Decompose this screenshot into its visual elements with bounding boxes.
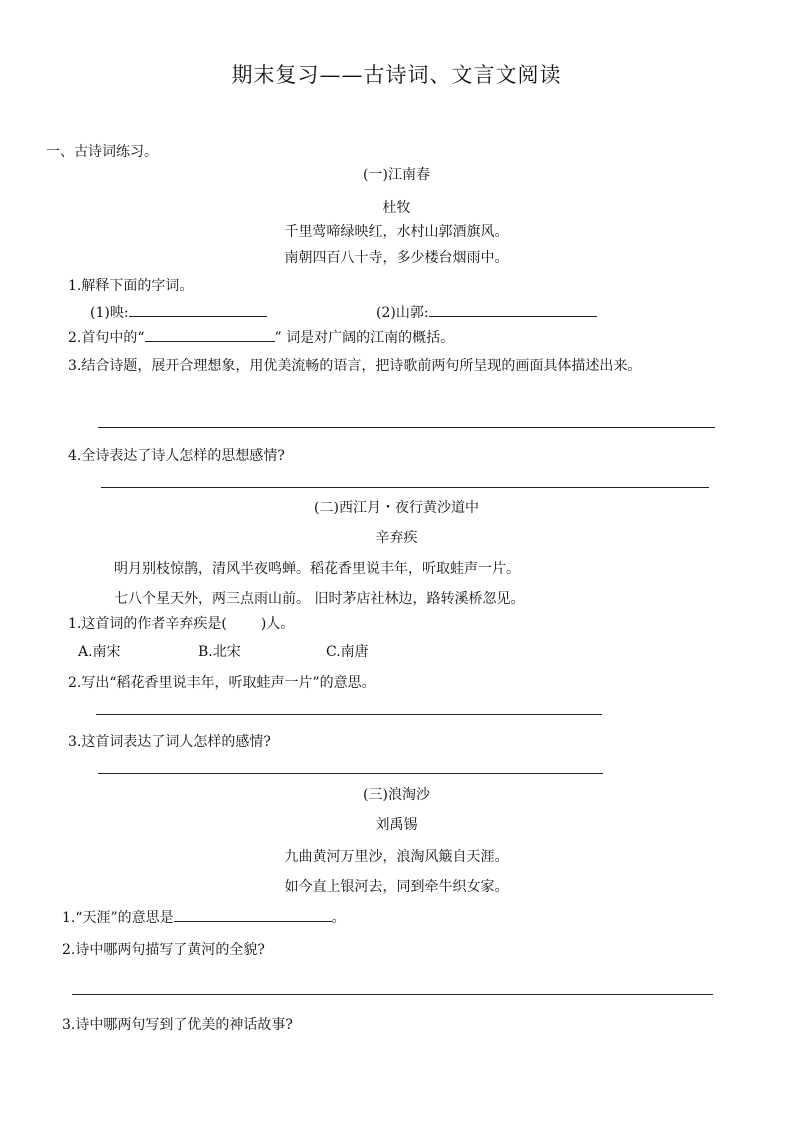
poem1-q1-label: 1.解释下面的字词。 (68, 278, 194, 294)
poem1-q2 (68, 327, 454, 347)
poem1-title: (一)江南春 (363, 167, 430, 183)
answer-blank[interactable] (129, 302, 267, 317)
poem1-line-2: 南朝四百八十寺，多少楼台烟雨中。 (284, 250, 509, 266)
poem3-q1 (62, 907, 346, 927)
option-a: A.南宋 (78, 644, 121, 660)
poem1-q1-a (90, 302, 267, 322)
option-c: C.南唐 (326, 644, 369, 660)
answer-line[interactable] (98, 773, 603, 774)
poem3-q2: 2.诗中哪两句描写了黄河的全貌? (62, 942, 265, 958)
poem2-title: (二)西江月・夜行黄沙道中 (314, 500, 479, 516)
poem2-author: 辛弃疾 (375, 530, 418, 546)
answer-blank[interactable] (174, 907, 332, 922)
poem3-q1-after: 。 (331, 910, 346, 926)
poem2-q1-before: 1.这首词的作者辛弃疾是( (68, 616, 227, 632)
poem2-q2: 2.写出“稻花香里说丰年，听取蛙声一片”的意思。 (68, 675, 376, 691)
poem3-q1-before: 1.“天涯”的意思是 (62, 910, 174, 926)
poem2-line-1: 明月别枝惊鹊，清风半夜鸣蝉。稻花香里说丰年，听取蛙声一片。 (114, 561, 520, 577)
answer-line[interactable] (96, 714, 602, 715)
poem1-q4: 4.全诗表达了诗人怎样的思想感情? (68, 448, 285, 464)
poem1-line-1: 千里莺啼绿映红，水村山郭酒旗风。 (284, 224, 509, 240)
poem1-q1-b-label: (2)山郭: (376, 305, 429, 321)
poem1-q1-b (376, 302, 597, 322)
poem2-q1 (68, 615, 294, 633)
poem1-q2-before: 2.首句中的“ (68, 330, 145, 346)
poem3-title: (三)浪淘沙 (363, 787, 430, 803)
page-title: 期末复习——古诗词、文言文阅读 (231, 63, 562, 87)
poem1-q1-a-label: (1)映: (90, 305, 129, 321)
poem1-author: 杜牧 (382, 200, 411, 216)
poem2-q3: 3.这首词表达了词人怎样的感情? (68, 734, 271, 750)
poem1-q3: 3.结合诗题，展开合理想象，用优美流畅的语言，把诗歌前两句所呈现的画面具体描述出来。 (68, 358, 642, 374)
answer-line[interactable] (98, 427, 715, 428)
answer-line[interactable] (72, 994, 713, 995)
poem3-line-1: 九曲黄河万里沙，浪淘风簸自天涯。 (284, 849, 509, 865)
poem1-q2-after: ” 词是对广阔的江南的概括。 (274, 330, 455, 346)
answer-line[interactable] (101, 487, 709, 488)
poem3-author: 刘禹锡 (375, 817, 418, 833)
option-b: B.北宋 (198, 644, 241, 660)
section-heading: 一、古诗词练习。 (46, 144, 158, 160)
poem2-q1-after: )人。 (260, 616, 295, 632)
poem3-q3: 3.诗中哪两句写到了优美的神话故事? (62, 1017, 293, 1033)
answer-blank[interactable] (145, 327, 275, 342)
poem2-line-2: 七八个星天外，两三点雨山前。 旧时茅店社林边，路转溪桥忽见。 (114, 591, 525, 607)
poem3-line-2: 如今直上银河去，同到牵牛织女家。 (284, 879, 509, 895)
answer-blank[interactable] (429, 302, 597, 317)
